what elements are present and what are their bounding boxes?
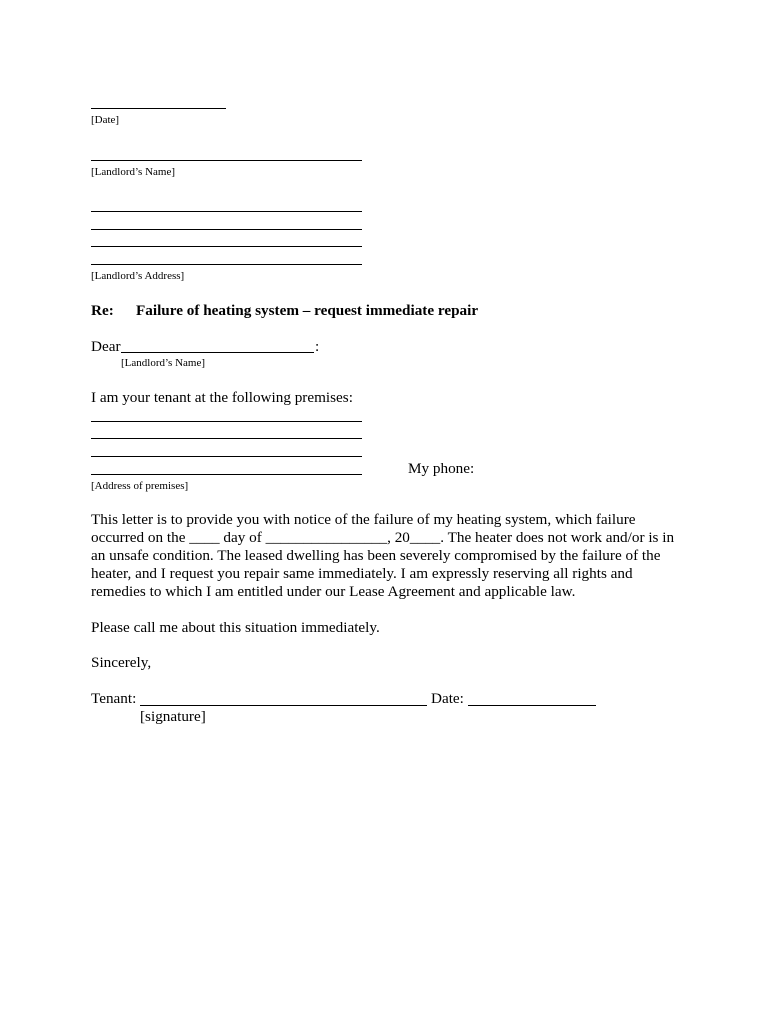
premises-line-3[interactable] [91, 456, 362, 457]
notice-line: This letter is to provide you with notice of the failure of my heating system, which failure [91, 511, 636, 528]
landlord-name-label: [Landlord’s Name] [91, 166, 175, 178]
salutation-name-line[interactable] [121, 352, 314, 353]
notice-line: remedies to which I am entitled under our Lease Agreement and applicable law. [91, 583, 576, 600]
premises-address-label: [Address of premises] [91, 480, 189, 492]
signature-label: [signature] [140, 708, 206, 725]
notice-line: occurred on the ____ day of ________________, 20____. The heater does not work and/or is in [91, 529, 675, 546]
salutation-colon: : [315, 338, 320, 355]
phone-label: My phone: [408, 460, 475, 477]
tenant-label: Tenant: [91, 690, 137, 707]
subject-re: Re: [91, 302, 114, 319]
signature-date-label: Date: [431, 690, 464, 707]
premises-line-4[interactable] [91, 474, 362, 475]
landlord-address-label: [Landlord’s Address] [91, 270, 185, 282]
landlord-address-line-3[interactable] [91, 246, 362, 247]
landlord-address-line-1[interactable] [91, 211, 362, 212]
landlord-address-line-2[interactable] [91, 229, 362, 230]
date-label: [Date] [91, 114, 120, 126]
premises-intro: I am your tenant at the following premises: [91, 389, 353, 406]
subject-title: Failure of heating system – request immediate repair [136, 302, 479, 319]
premises-line-1[interactable] [91, 421, 362, 422]
notice-line: heater, and I request you repair same immediately. I am expressly reserving all rights and [91, 565, 633, 582]
salutation-dear: Dear [91, 338, 121, 355]
signature-date-line[interactable] [468, 705, 596, 706]
landlord-address-line-4[interactable] [91, 264, 362, 265]
landlord-name-line[interactable] [91, 160, 362, 161]
notice-line: an unsafe condition. The leased dwelling has been severely compromised by the failure of the [91, 547, 661, 564]
premises-line-2[interactable] [91, 438, 362, 439]
salutation-name-label: [Landlord’s Name] [121, 357, 205, 369]
date-line[interactable] [91, 108, 226, 109]
tenant-signature-line[interactable] [140, 705, 427, 706]
call-request: Please call me about this situation immediately. [91, 619, 380, 636]
sign-off: Sincerely, [91, 654, 152, 671]
